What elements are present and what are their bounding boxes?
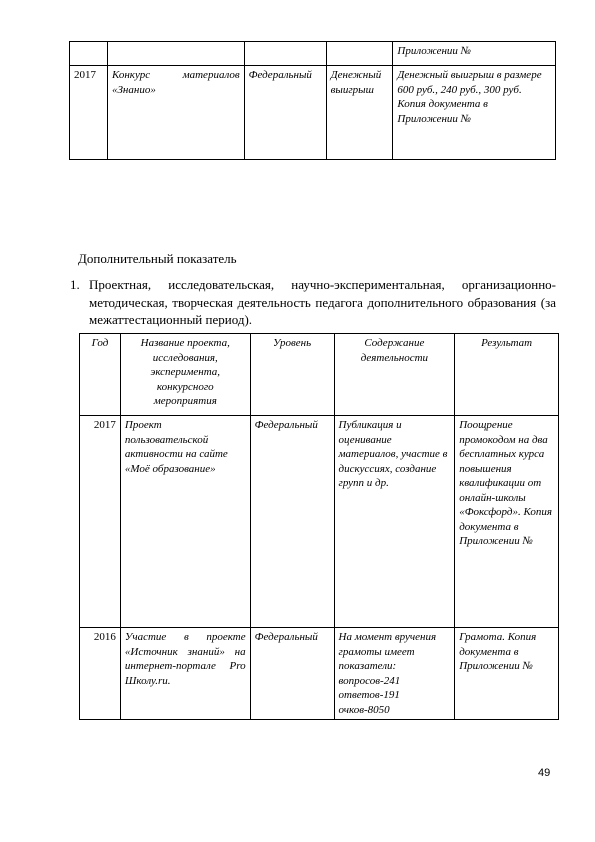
table-header-row [80, 334, 559, 416]
level-cell: Федеральный [244, 66, 326, 160]
year-cell: 2016 [80, 628, 121, 720]
table-cell [107, 42, 244, 66]
result-line: Копия документа в Приложении № [397, 98, 488, 125]
table-row [80, 416, 559, 628]
content-cell [334, 628, 455, 720]
content-line: ответов-191 [338, 689, 400, 701]
result-cell: Поощрение промокодом на два бесплатных курса повышения квалификации от онлайн-школы «Фоксфорд». Копия документа в Приложении № [455, 416, 559, 628]
result-line: Денежный выигрыш в размере 600 руб., 240 руб., 300 руб. [397, 69, 542, 96]
page-number: 49 [538, 767, 551, 779]
project-name-cell: Конкурс материалов «Знанио» [107, 66, 244, 160]
table-cell [70, 42, 108, 66]
table-row [80, 628, 559, 720]
header-content: Содержание деятельности [334, 334, 455, 416]
project-name-cell: Участие в проекте «Источник знаний» на интернет-портале Pro Школу.ru. [120, 628, 250, 720]
content-cell: Публикация и оценивание материалов, участие в дискуссиях, создание групп и др. [334, 416, 455, 628]
table-row [70, 42, 556, 66]
activity-table [79, 333, 559, 720]
project-name-cell: Проект пользовательской активности на сайте «Моё образование» [120, 416, 250, 628]
year-cell: 2017 [80, 416, 121, 628]
header-level: Уровень [250, 334, 334, 416]
table-cell [244, 42, 326, 66]
header-year: Год [80, 334, 121, 416]
content-line: вопросов-241 [338, 674, 401, 687]
section-title: Дополнительный показатель [78, 251, 237, 266]
continuation-table [69, 41, 556, 160]
table-row [70, 66, 556, 160]
list-number: 1. [70, 277, 80, 292]
content-line: На момент вручения грамоты имеет показатели: [338, 631, 437, 672]
content-line: очков-8050 [338, 703, 390, 716]
year-cell: 2017 [70, 66, 108, 160]
level-cell: Федеральный [250, 628, 334, 720]
list-item [70, 276, 556, 329]
table-cell [326, 42, 393, 66]
content-cell: Денежный выигрыш [326, 66, 393, 160]
result-cell: Грамота. Копия документа в Приложении № [455, 628, 559, 720]
list-text: Проектная, исследовательская, научно-экспериментальная, организационно-методическая, творческая деятельность педагога дополнительного образования (за межаттестационный период). [89, 277, 556, 327]
level-cell: Федеральный [250, 416, 334, 628]
result-cell [393, 66, 556, 160]
table-cell: Приложении № [393, 42, 556, 66]
header-name: Название проекта, исследования, эксперимента, конкурсного мероприятия [120, 334, 250, 416]
header-result: Результат [455, 334, 559, 416]
